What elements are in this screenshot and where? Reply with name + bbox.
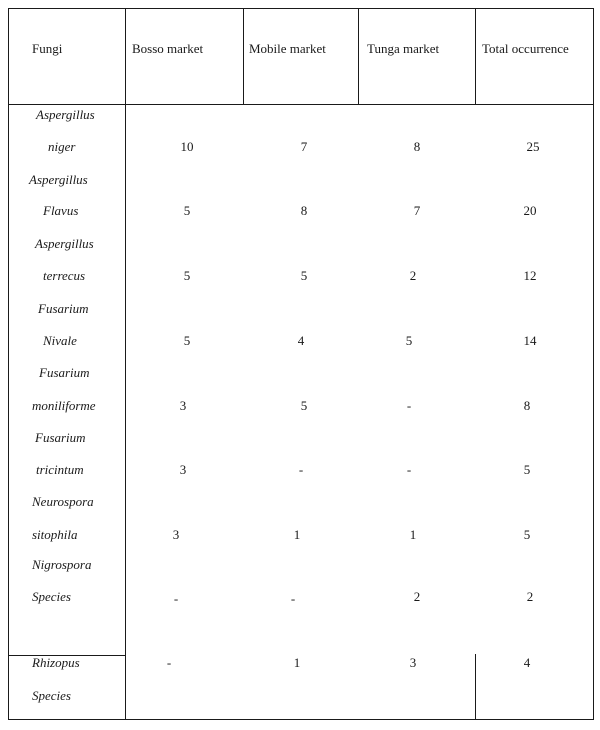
- fungus-genus: Nigrospora: [32, 557, 92, 572]
- bosso-count: 5: [183, 203, 191, 218]
- fungus-genus: Fusarium: [35, 430, 86, 445]
- fungus-species: tricintum: [36, 462, 84, 477]
- total-count: 5: [523, 527, 531, 542]
- mobile-count: 7: [300, 139, 308, 154]
- table-left-border: [8, 8, 9, 720]
- column-divider-2: [243, 8, 244, 105]
- bosso-count: 5: [183, 268, 191, 283]
- fungus-genus: Aspergillus: [29, 172, 88, 187]
- mobile-count: -: [290, 591, 296, 606]
- mobile-count: -: [298, 462, 304, 477]
- column-divider-1: [125, 8, 126, 720]
- bosso-count: 3: [179, 398, 187, 413]
- column-divider-4: [475, 8, 476, 105]
- fungus-species: terrecus: [43, 268, 86, 283]
- header-bosso-market: Bosso market: [132, 41, 204, 56]
- tunga-count: -: [406, 398, 412, 413]
- bosso-count: 3: [179, 462, 187, 477]
- fungus-genus: Fusarium: [39, 365, 90, 380]
- fungus-species: niger: [48, 139, 76, 154]
- table-bottom-border: [8, 719, 594, 720]
- fungus-genus: Fusarium: [38, 301, 89, 316]
- total-count: 4: [523, 655, 531, 670]
- header-fungi: Fungi: [32, 41, 63, 56]
- header-total-occurrence: Total occurrence: [482, 41, 569, 56]
- header-tunga-market: Tunga market: [367, 41, 440, 56]
- bosso-count: -: [166, 655, 172, 670]
- total-count: 5: [523, 462, 531, 477]
- tunga-count: 5: [405, 333, 413, 348]
- column-divider-4-lower: [475, 654, 476, 720]
- tunga-count: 2: [409, 268, 417, 283]
- tunga-count: -: [406, 462, 412, 477]
- table-right-border: [593, 8, 594, 720]
- total-count: 12: [523, 268, 537, 283]
- mobile-count: 5: [300, 268, 308, 283]
- fungus-species: Nivale: [43, 333, 77, 348]
- bosso-count: 3: [172, 527, 180, 542]
- total-count: 25: [526, 139, 540, 154]
- mobile-count: 8: [300, 203, 308, 218]
- header-mobile-market: Mobile market: [249, 41, 326, 56]
- fungus-species: Species: [32, 688, 71, 703]
- total-count: 20: [523, 203, 537, 218]
- table-top-border: [8, 8, 594, 9]
- fungus-species: sitophila: [32, 527, 78, 542]
- fungus-genus: Aspergillus: [36, 107, 95, 122]
- fungus-genus: Neurospora: [32, 494, 94, 509]
- mobile-count: 1: [293, 527, 301, 542]
- fungus-species: Species: [32, 589, 71, 604]
- tunga-count: 8: [413, 139, 421, 154]
- column-divider-3: [358, 8, 359, 105]
- tunga-count: 7: [413, 203, 421, 218]
- fungus-species: moniliforme: [32, 398, 96, 413]
- tunga-count: 2: [413, 589, 421, 604]
- tunga-count: 3: [409, 655, 417, 670]
- fungus-genus: Aspergillus: [35, 236, 94, 251]
- tunga-count: 1: [409, 527, 417, 542]
- bosso-count: 10: [180, 139, 194, 154]
- mobile-count: 4: [297, 333, 305, 348]
- total-count: 8: [523, 398, 531, 413]
- bosso-count: -: [173, 591, 179, 606]
- mobile-count: 5: [300, 398, 308, 413]
- mobile-count: 1: [293, 655, 301, 670]
- fungus-species: Flavus: [43, 203, 79, 218]
- bosso-count: 5: [183, 333, 191, 348]
- total-count: 14: [523, 333, 537, 348]
- header-bottom-border: [8, 104, 594, 105]
- fungus-genus: Rhizopus: [32, 655, 80, 670]
- total-count: 2: [526, 589, 534, 604]
